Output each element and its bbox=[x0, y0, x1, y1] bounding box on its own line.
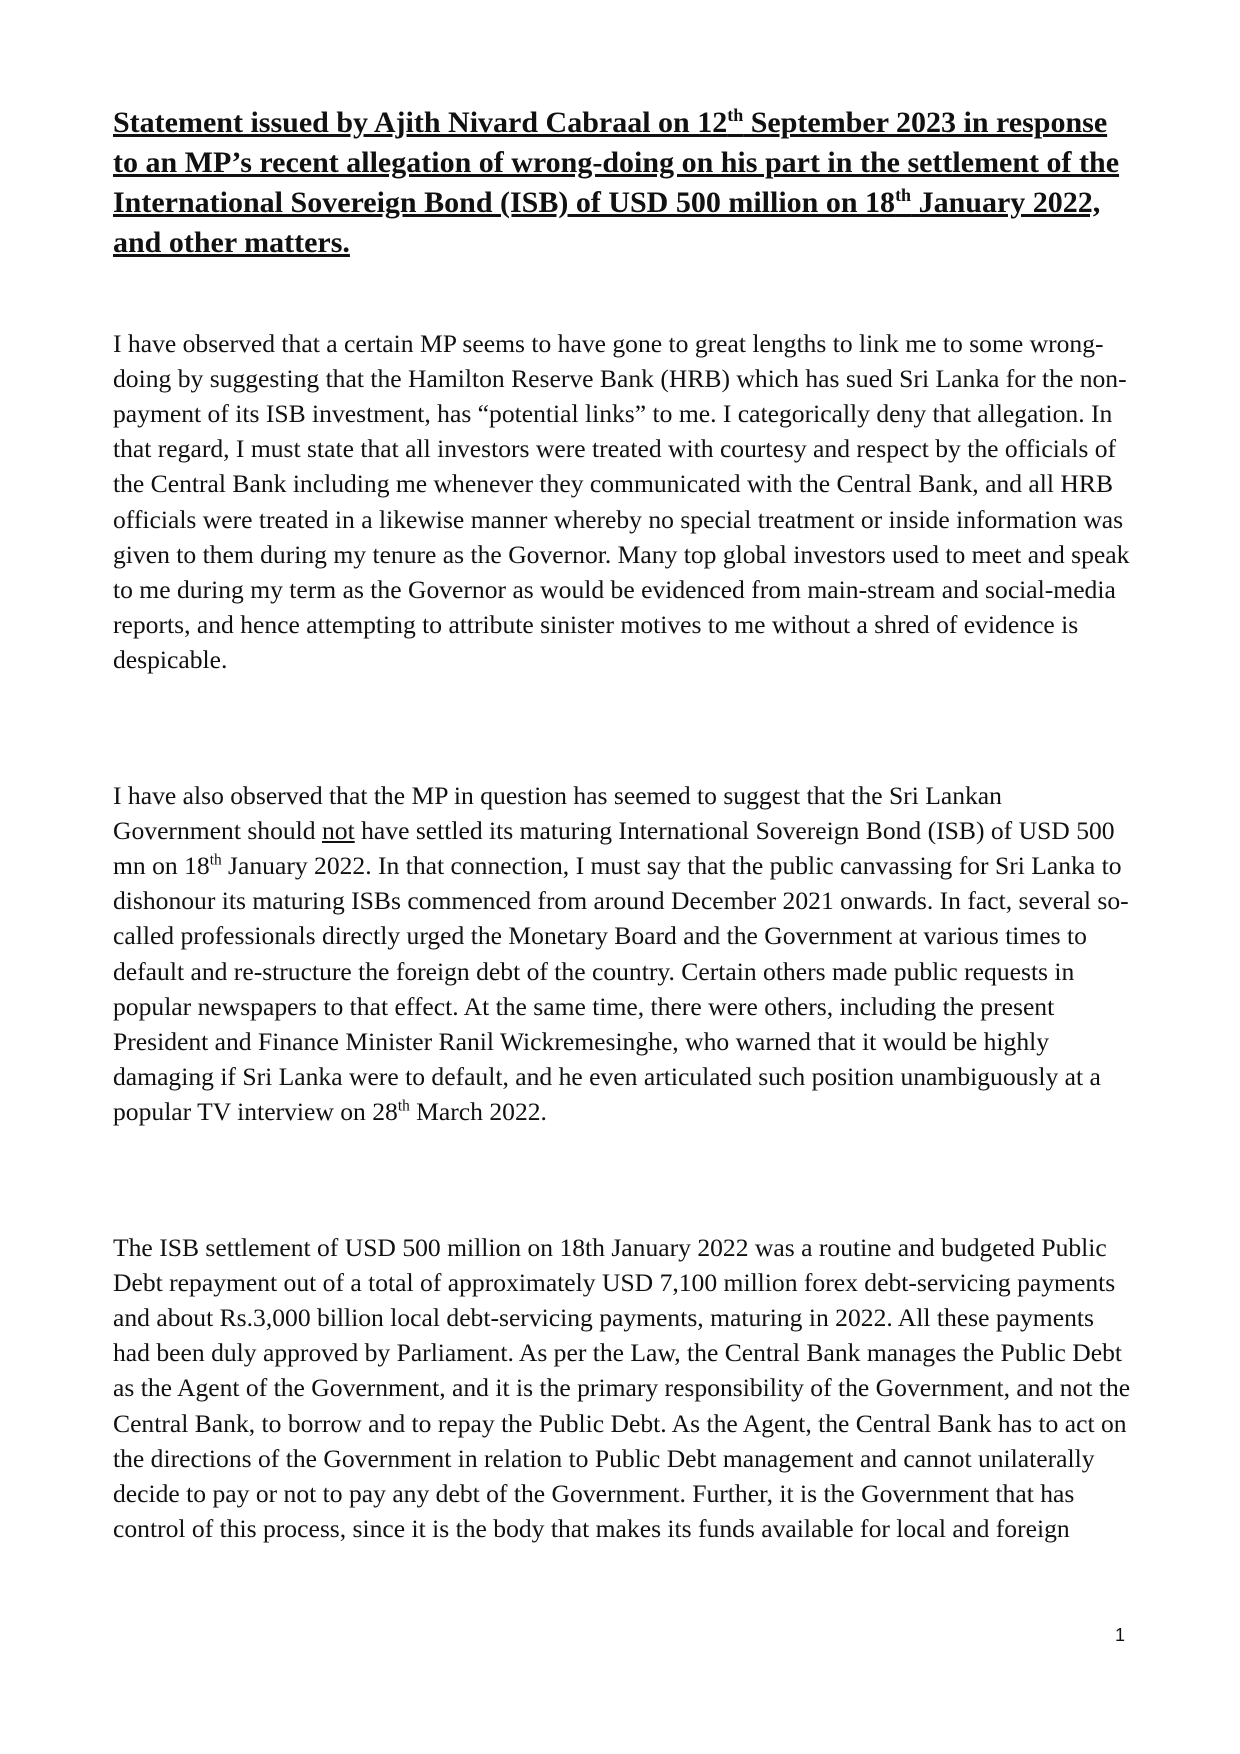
paragraph-2-text-b: have settled its maturing International Sovereign Bond (ISB) of USD 500 mn on 18 bbox=[113, 815, 1115, 880]
paragraph-2-text-d: March 2022. bbox=[409, 1097, 547, 1127]
title-part-3: January 2022, and other matters. bbox=[113, 186, 1101, 259]
title-superscript-1: th bbox=[727, 105, 744, 125]
title-part-1: Statement issued by Ajith Nivard Cabraal on 12 bbox=[113, 106, 728, 139]
title-superscript-2: th bbox=[895, 185, 912, 205]
paragraph-2-superscript-1: th bbox=[209, 851, 222, 869]
statement-title bbox=[113, 103, 1133, 263]
paragraph-3: The ISB settlement of USD 500 million on 18th January 2022 was a routine and budgeted Public Debt repayment out of a total of approximately USD 7,100 million forex debt-servicing payments and about Rs.3,000 billion local debt-servicing payments, maturing in 2022. All these payments had been duly approved by Parliament. As per the Law, the Central Bank manages the Public Debt as the Agent of the Government, and it is the primary responsibility of the Government, and not the Central Bank, to borrow and to repay the Public Debt. As the Agent, the Central Bank has to act on the directions of the Government in relation to Public Debt management and cannot unilaterally decide to pay or not to pay any debt of the Government. Further, it is the Government that has control of this process, since it is the body that makes its funds available for local and foreign bbox=[113, 1232, 1131, 1544]
paragraph-2 bbox=[113, 778, 1133, 1130]
paragraph-2-emphasis: not bbox=[322, 815, 355, 845]
paragraph-2-text-c: January 2022. In that connection, I must say that the public canvassing for Sri Lanka to dishonour its maturing ISBs commenced from around December 2021 onwards. In fact, several so-called professionals directly urged the Monetary Board and the Government at various times to default and re-structure the foreign debt of the country. Certain others made public requests in popular newspapers to that effect. At the same time, there were others, including the present President and Finance Minister Ranil Wickremesinghe, who warned that it would be highly damaging if Sri Lanka were to default, and he even articulated such position unambiguously at a popular TV interview on 28 bbox=[113, 851, 1129, 1127]
page-number: 1 bbox=[1115, 1625, 1126, 1645]
paragraph-2-superscript-2: th bbox=[397, 1097, 410, 1115]
paragraph-2-text-a: I have also observed that the MP in question has seemed to suggest that the Sri Lankan Government should bbox=[113, 780, 1002, 845]
paragraph-1: I have observed that a certain MP seems to have gone to great lengths to link me to some wrong-doing by suggesting that the Hamilton Reserve Bank (HRB) which has sued Sri Lanka for the non-payment of its ISB investment, has “potential links” to me. I categorically deny that allegation. In that regard, I must state that all investors were treated with courtesy and respect by the officials of the Central Bank including me whenever they communicated with the Central Bank, and all HRB officials were treated in a likewise manner whereby no special treatment or inside information was given to them during my tenure as the Governor. Many top global investors used to meet and speak to me during my term as the Governor as would be evidenced from main-stream and social-media reports, and hence attempting to attribute sinister motives to me without a shred of evidence is despicable. bbox=[113, 328, 1130, 675]
title-part-2: September 2023 in response to an MP’s recent allegation of wrong-doing on his part in the settlement of the International Sovereign Bond (ISB) of USD 500 million on 18 bbox=[113, 106, 1120, 219]
